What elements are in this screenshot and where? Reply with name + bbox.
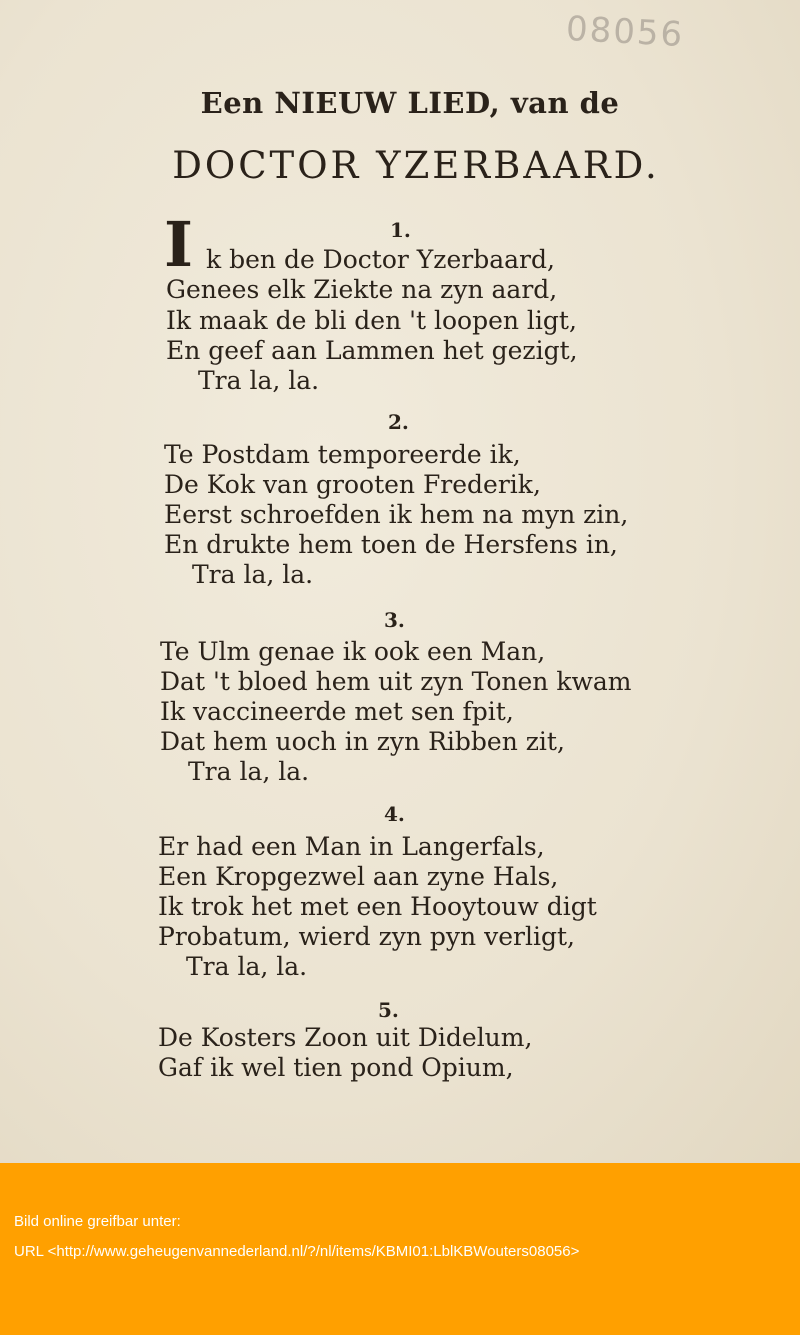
verse-line: Dat hem uoch in zyn Ribben zit, [160,727,565,756]
verse-refrain: Tra la, la. [188,757,310,786]
verse-line: Een Kropgezwel aan zyne Hals, [158,862,559,891]
verse-number: 1. [390,218,411,242]
verse-line: Ik maak de bli den 't loopen ligt, [166,306,577,335]
verse-line: Dat 't bloed hem uit zyn Tonen kwam [160,667,632,696]
footer-caption: Bild online greifbar unter: [14,1213,181,1230]
verse-line: Ik trok het met een Hooytouw digt [158,892,597,921]
catalog-stamp: 08056 [565,8,686,56]
title-line-1: Een NIEUW LIED, van de [200,86,620,120]
verse-refrain: Tra la, la. [198,366,320,395]
verse-line: Er had een Man in Langerfals, [158,832,545,861]
verse-line: De Kosters Zoon uit Didelum, [158,1023,533,1052]
title-line-2: DOCTOR YZERBAARD. [172,144,660,187]
source-footer [0,1163,800,1335]
verse-line: Ik vaccineerde met sen fpit, [160,697,514,726]
drop-cap: I [164,208,194,281]
verse-number: 4. [384,802,405,826]
verse-line: Te Postdam temporeerde ik, [164,440,521,469]
verse-line: En drukte hem toen de Hersfens in, [164,530,618,559]
verse-refrain: Tra la, la. [192,560,314,589]
verse-line: k ben de Doctor Yzerbaard, [206,245,555,274]
verse-line: Te Ulm genae ik ook een Man, [160,637,546,666]
verse-line: Genees elk Ziekte na zyn aard, [166,275,558,304]
verse-line: De Kok van grooten Frederik, [164,470,541,499]
verse-line: Eerst schroefden ik hem na myn zin, [164,500,629,529]
verse-refrain: Tra la, la. [186,952,308,981]
verse-line: En geef aan Lammen het gezigt, [166,336,578,365]
footer-url: URL <http://www.geheugenvannederland.nl/?/nl/items/KBMI01:LblKBWouters08056> [14,1243,580,1260]
verse-line: Probatum, wierd zyn pyn verligt, [158,922,575,951]
verse-number: 5. [378,998,399,1022]
verse-line: Gaf ik wel tien pond Opium, [158,1053,514,1082]
verse-number: 2. [388,410,409,434]
verse-number: 3. [384,608,405,632]
